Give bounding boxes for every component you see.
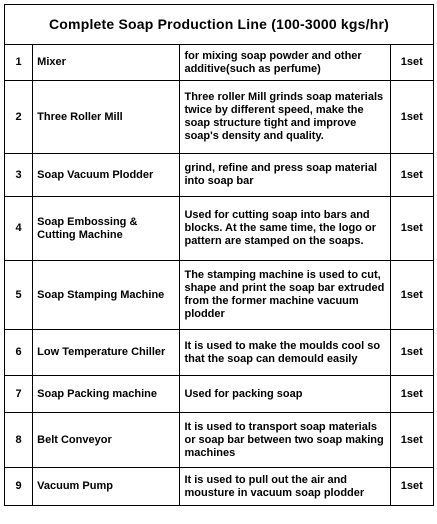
row-number: 8 <box>5 413 33 468</box>
table-row <box>5 261 434 330</box>
equipment-name: Vacuum Pump <box>33 468 180 506</box>
equipment-description: Three roller Mill grinds soap materials twice by different speed, make the soap structure tight and improve soap's density and quality. <box>180 81 390 154</box>
table-row <box>5 413 434 468</box>
equipment-name: Soap Embossing & Cutting Machine <box>33 197 180 261</box>
table-row <box>5 330 434 376</box>
equipment-table <box>4 4 434 506</box>
title-row <box>5 5 434 45</box>
row-number: 6 <box>5 330 33 376</box>
table-row <box>5 376 434 413</box>
equipment-description: Used for packing soap <box>180 376 390 413</box>
row-number: 2 <box>5 81 33 154</box>
equipment-name: Soap Stamping Machine <box>33 261 180 330</box>
table-row <box>5 468 434 506</box>
equipment-quantity: 1set <box>390 261 433 330</box>
equipment-quantity: 1set <box>390 413 433 468</box>
spec-sheet <box>4 4 434 520</box>
equipment-description: Used for cutting soap into bars and blocks. At the same time, the logo or pattern are stamped on the soaps. <box>180 197 390 261</box>
row-number: 7 <box>5 376 33 413</box>
equipment-description: It is used to transport soap materials or soap bar between two soap making machines <box>180 413 390 468</box>
row-number: 9 <box>5 468 33 506</box>
equipment-name: Belt Conveyor <box>33 413 180 468</box>
equipment-quantity: 1set <box>390 45 433 81</box>
table-title: Complete Soap Production Line (100-3000 kgs/hr) <box>5 5 434 45</box>
equipment-quantity: 1set <box>390 376 433 413</box>
table-row <box>5 197 434 261</box>
equipment-name: Low Temperature Chiller <box>33 330 180 376</box>
equipment-description: The stamping machine is used to cut, shape and print the soap bar extruded from the former machine vacuum plodder <box>180 261 390 330</box>
table-row <box>5 81 434 154</box>
equipment-description: It is used to pull out the air and mousture in vacuum soap plodder <box>180 468 390 506</box>
equipment-quantity: 1set <box>390 81 433 154</box>
equipment-name: Soap Packing machine <box>33 376 180 413</box>
equipment-name: Mixer <box>33 45 180 81</box>
equipment-name: Soap Vacuum Plodder <box>33 154 180 197</box>
equipment-quantity: 1set <box>390 154 433 197</box>
table-row <box>5 45 434 81</box>
row-number: 5 <box>5 261 33 330</box>
equipment-name: Three Roller Mill <box>33 81 180 154</box>
equipment-description: It is used to make the moulds cool so that the soap can demould easily <box>180 330 390 376</box>
table-row <box>5 154 434 197</box>
equipment-quantity: 1set <box>390 468 433 506</box>
row-number: 1 <box>5 45 33 81</box>
equipment-quantity: 1set <box>390 197 433 261</box>
equipment-description: grind, refine and press soap material into soap bar <box>180 154 390 197</box>
row-number: 3 <box>5 154 33 197</box>
row-number: 4 <box>5 197 33 261</box>
equipment-description: for mixing soap powder and other additive(such as perfume) <box>180 45 390 81</box>
equipment-quantity: 1set <box>390 330 433 376</box>
